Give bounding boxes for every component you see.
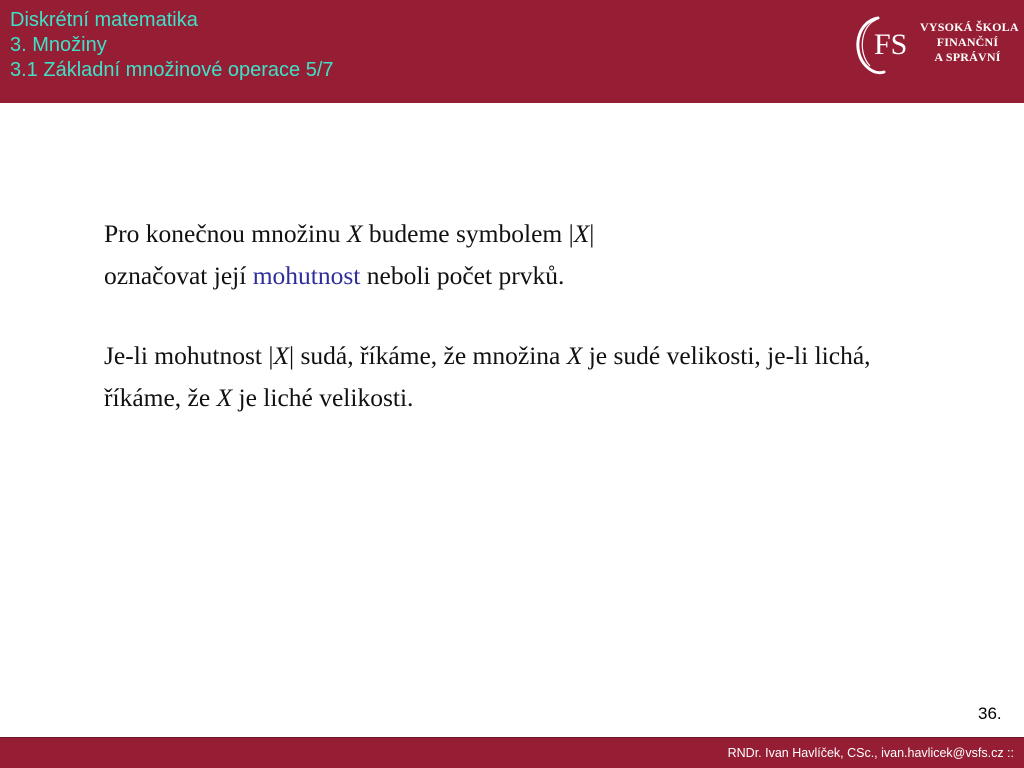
text-run: | sudá, říkáme, že množina [289,341,567,370]
math-var-x: X [566,341,583,370]
math-var-x: X [346,219,363,248]
math-var-x: X [273,341,290,370]
fs-monogram-text: FS [874,28,908,61]
text-run: | [589,219,595,248]
slide-body [104,213,904,419]
footer-author: RNDr. Ivan Havlíček, CSc., ivan.havlicek@vsfs.cz :: [727,746,1014,760]
text-run: je sudé velikosti, je-li lichá, říkáme, že [104,341,871,412]
chapter-title: 3. Množiny [10,34,107,56]
math-var-x: X [216,383,233,412]
paragraph-parity [104,335,904,419]
school-name-line3: A SPRÁVNÍ [934,50,1001,64]
page-number: 36. [978,704,1002,723]
text-run: budeme symbolem | [362,219,574,248]
text-run: Pro konečnou množinu [104,219,347,248]
school-name-line2: FINANČNÍ [936,35,999,49]
text-run: neboli počet prvků. [360,261,565,290]
paragraph-cardinality [104,213,904,297]
section-title: 3.1 Základní množinové operace 5/7 [10,59,334,81]
term-highlight: mohutnost [252,261,361,290]
fs-monogram-icon [850,12,922,76]
math-var-x: X [573,219,590,248]
school-name-line1: VYSOKÁ ŠKOLA [920,20,1019,34]
school-logo [850,12,1020,76]
slide-header [0,0,1024,104]
school-name [920,20,1019,65]
text-run: Je-li mohutnost | [104,341,274,370]
text-run: je liché velikosti. [232,383,414,412]
header-titles [10,8,334,83]
course-title: Diskrétní matematika [10,9,198,31]
text-run: označovat její [104,261,253,290]
